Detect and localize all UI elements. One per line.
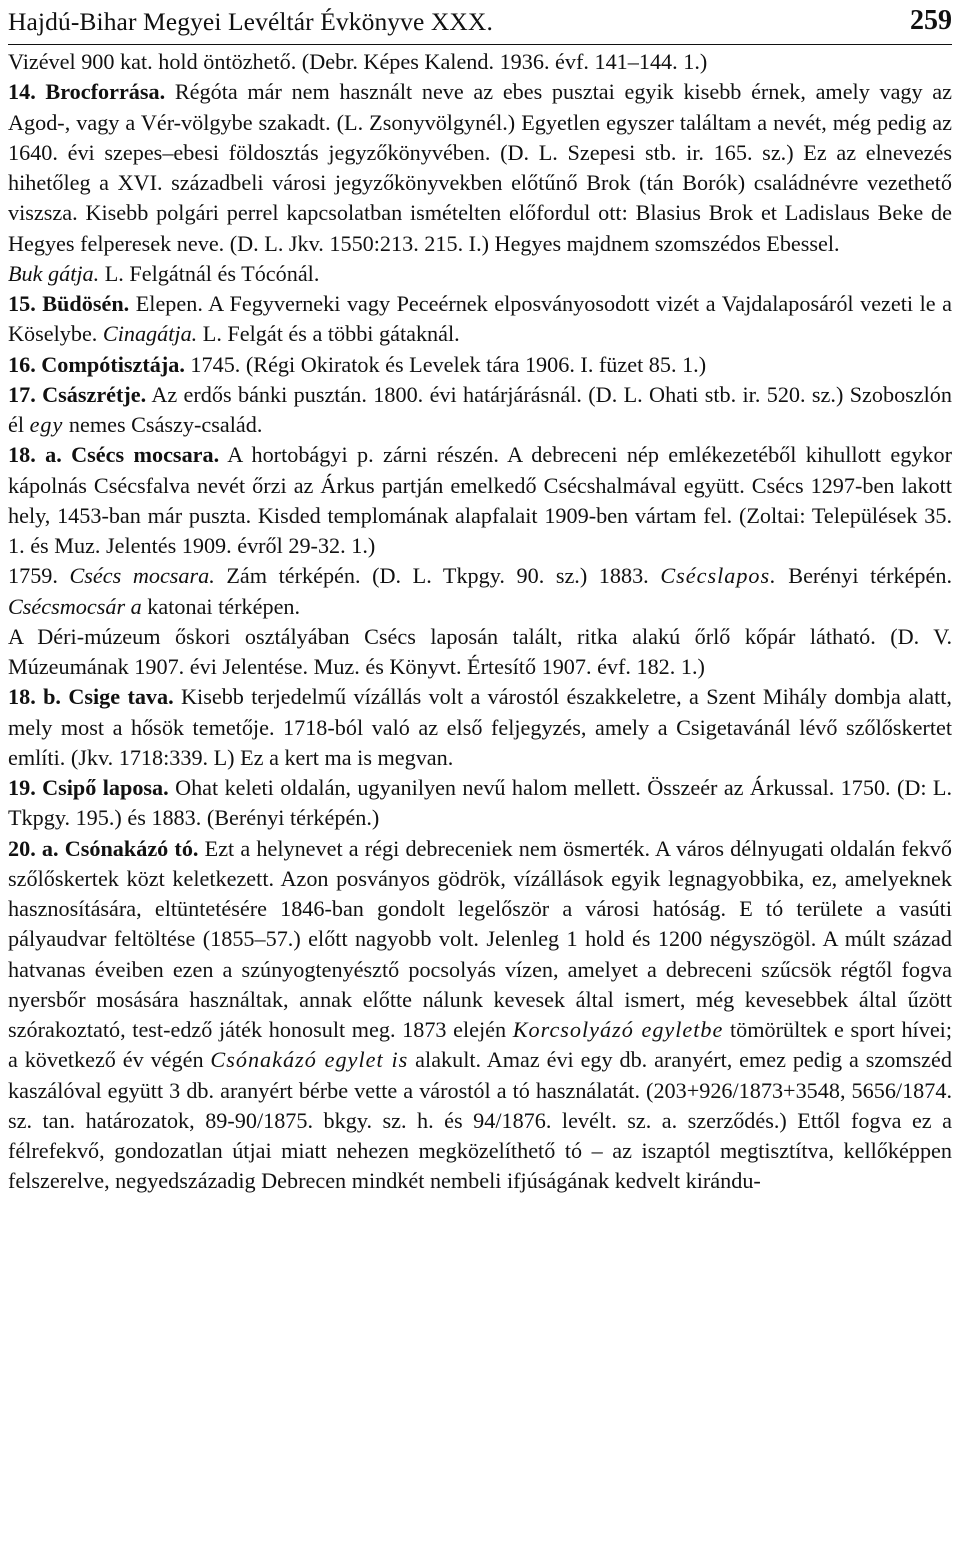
entry-text: Régóta már nem használt neve az ebes pusztai egyik kisebb érnek, amely vagy az Agod-, vagy a Vér-völgybe szakadt. (L. Zsonyvölgynél.) Egyetlen egyszer találtam a nevét, még pedig az 1640. évi szepes–ebesi földosztás jegyzőkönyvében. (D. L. Szepesi stb. ir. 165. sz.) Ez az elnevezés hihetőleg a XVI. századbeli városi jegyzőkönyvekben előtűnő Brok (tán Borók) családnévre vezethető viszsza. Kisebb polgári perrel kapcsolatban ismételten előfordul ott: Blasius Brok et Ladislaus Beke de Hegyes felperesek neve. (D. L. Jkv. 1550:213. 215. I.) Hegyes majdnem szomszédos Ebessel. bbox=[8, 79, 953, 256]
entry-headword: 17. Császrétje. bbox=[8, 381, 147, 407]
entry-italic: Csónakázó egylet is bbox=[210, 1047, 409, 1073]
entry-text: 1745. (Régi Okiratok és Levelek tára 1906. I. füzet 85. 1.) bbox=[184, 351, 707, 377]
intro-text: Vizével 900 kat. hold öntözhető. (Debr. Képes Kalend. 1936. évf. 141–144. 1.) bbox=[8, 49, 708, 74]
entry-17 bbox=[8, 380, 952, 441]
entry-italic: Korcsolyázó egyletbe bbox=[512, 1017, 724, 1042]
entry-text: Berényi térképén. bbox=[776, 563, 953, 589]
entry-18b bbox=[8, 682, 952, 773]
entry-text: Az erdős bánki pusztán. 1800. évi határjárásnál. (D. L. Ohati stb. ir. 520. sz.) Szoboszlón él bbox=[8, 381, 952, 437]
entry-headword: 18. a. Csécs mocsara. bbox=[8, 442, 220, 468]
entry-buk bbox=[8, 259, 952, 289]
journal-title: Hajdú-Bihar Megyei Levéltár Évkönyve XXX. bbox=[8, 7, 493, 36]
entry-text: Zám térképén. (D. L. Tkpgy. 90. sz.) 1883. bbox=[214, 563, 661, 589]
entry-1759 bbox=[8, 561, 952, 622]
entry-text: A Déri-múzeum őskori osztályában Csécs laposán talált, ritka alakú őrlő kőpár látható. (D. V. Múzeumának 1907. évi Jelentése. Muz. és Könyvt. Értesítő 1907. évf. 182. 1.) bbox=[8, 623, 952, 679]
entry-text: Ohat keleti oldalán, ugyanilyen nevű halom mellett. Összeér az Árkussal. 1750. (D: L. Tkpgy. 195.) és 1883. (Berényi térképén.) bbox=[8, 775, 952, 831]
entry-italic: Csécsmocsár a bbox=[8, 593, 142, 619]
entry-headword: 16. Compótisztája. bbox=[8, 351, 185, 377]
entry-20a bbox=[8, 834, 952, 1197]
entry-headword: 19. Csipő laposa. bbox=[8, 775, 169, 800]
entry-italic: Csécs mocsara. bbox=[69, 563, 215, 589]
page-number: 259 bbox=[910, 5, 952, 36]
entry-italic: Cinagátja. bbox=[102, 321, 198, 347]
entry-19 bbox=[8, 773, 952, 834]
paragraph-deri bbox=[8, 622, 952, 683]
entry-headword: 18. b. Csige tava. bbox=[8, 684, 174, 710]
body-text bbox=[8, 47, 952, 1197]
entry-headword: 20. a. Csónakázó tó. bbox=[8, 835, 199, 861]
entry-italic: Csécslapos. bbox=[660, 563, 777, 589]
paragraph-intro bbox=[8, 47, 952, 77]
running-header bbox=[8, 0, 952, 45]
entry-headword: 15. Büdösén. bbox=[8, 291, 130, 316]
entry-text: A hortobágyi p. zárni részén. A debreceni nép emlékezetéből kihullott egykor kápolnás Csécsfalva nevét őrzi az Árkus partján emelkedő Csécshalmával együtt. Csécs 1297-ben lakott hely, 1453-ban már puszta. Kisded templomának alapfalait 1909-ben vártam fel. (Zoltai: Települések 35. 1. és Muz. Jelentés 1909. évről 29-32. 1.) bbox=[8, 442, 952, 558]
entry-headword: 14. Brocforrása. bbox=[8, 79, 166, 105]
entry-text: katonai térképen. bbox=[141, 593, 301, 619]
entry-text: 1759. bbox=[8, 563, 70, 589]
entry-14 bbox=[8, 77, 952, 259]
entry-text: alakult. Amaz évi egy db. aranyért, emez pedig a szomszéd kaszálóval együtt 3 db. aranyért bérbe vette a várostól a tó használatát. (203+926/1873+3548, 5656/1874. sz. tan. határozatok, 89-90/1875. bkgy. sz. h. és 94/1876. levélt. sz. a. szerződés.) Ettől fogva ez a félrefekvő, gondozatlan útjai miatt nehezen megközelíthető tó – az iszaptól megtisztítva, kellőképpen felszerelve, negyedszázadig Debrecen mindkét nembeli ifjúságának kedvelt kirándu- bbox=[8, 1047, 952, 1194]
entry-text: Kisebb terjedelmű vízállás volt a várostól északkeletre, a Szent Mihály dombja alatt, mely most a hősök temetője. 1718-ból való az első feljegyzés, amely a Csigetavánál lévő szőlőskertet említi. (Jkv. 1718:339. L) Ez a kert ma is megvan. bbox=[8, 684, 952, 770]
entry-text: Ezt a helynevet a régi debreceniek nem ösmerték. A város délnyugati oldalán fekvő szőlőskertek közt keletkezett. Azon posványos gödrök, vízállások egyik legnagyobbika, ez, amelyeknek hasznosítására, eltüntetésére 1846-ban gondolt legelőször a városi hatóság. E tó területe a vasúti pályaudvar feltöltése (1855–57.) előtt nagyobb volt. Jelenleg 1 hold és 1200 négyszögöl. A múlt század hatvanas éveiben ezen a szúnyogtenyésztő pocsolyás vízen, amelyet a debreceni szűcsök régtől fogva nyersbőr mosására használtak, annak előtte nálunk kevesek által ismert, még kevesebbek által űzött szórakoztató, test-edző játék honosult meg. 1873 elején bbox=[8, 835, 952, 1042]
entry-text: L. Felgát és a többi gátaknál. bbox=[197, 321, 460, 347]
entry-italic: Buk gátja. bbox=[8, 260, 100, 286]
entry-text: nemes Császy-család. bbox=[63, 412, 263, 437]
entry-text: tömörültek e sport hívei; a következő év végén bbox=[8, 1017, 952, 1073]
entry-16 bbox=[8, 350, 952, 380]
entry-text: L. Felgátnál és Tócónál. bbox=[99, 260, 320, 286]
entry-italic: egy bbox=[29, 412, 64, 437]
entry-text: Elepen. A Fegyverneki vagy Peceérnek elposványosodott vizét a Vajdalaposáról vezeti le a Köselybe. bbox=[8, 291, 952, 347]
entry-18a bbox=[8, 440, 952, 561]
entry-15 bbox=[8, 289, 952, 350]
